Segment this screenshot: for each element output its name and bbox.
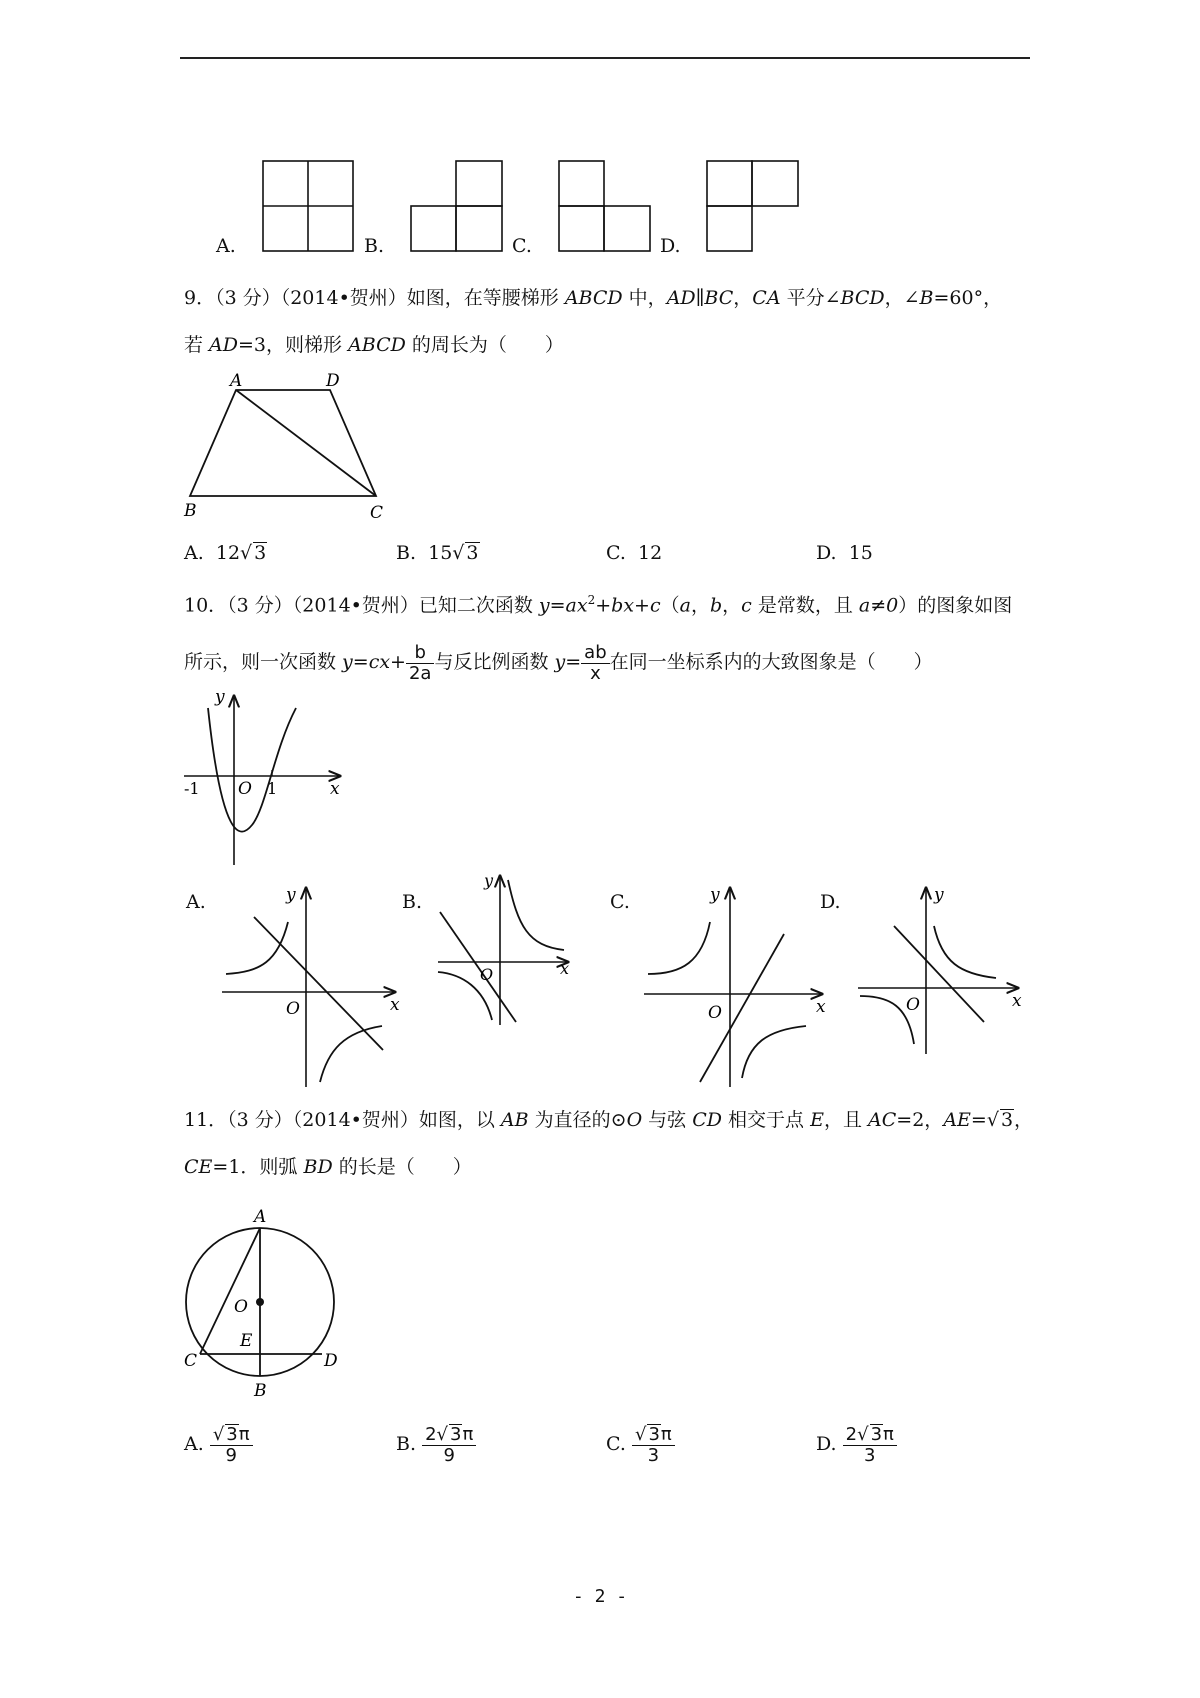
q9-option-d [816,541,873,565]
q10-var: b [709,594,723,617]
q10-option-c-origin: O [708,1003,722,1023]
q9-text: =60°， [933,287,1003,309]
fraction-pi: π [238,1424,250,1445]
q11-option-d-fraction [843,1424,897,1466]
q10-tick-1: 1 [267,779,278,798]
q8-option-c-label: C. [512,235,532,257]
q11-text: ，且 [823,1109,869,1131]
q9-option-b [396,541,480,565]
q10-text: ）的图象如图 [898,594,1013,617]
q9-option-a [184,541,267,565]
q9-option-b-coef: 15 [428,542,453,564]
fraction-denominator: 3 [647,1445,660,1466]
q11-text: =1．则弧 [212,1156,304,1178]
q10-option-c-axis-y: y [710,885,720,905]
q10-text: 在同一坐标系内的大致图象是（ ） [609,651,933,673]
q11-stem-line-2 [184,1155,472,1179]
q9-text: 若 [184,334,210,356]
q9-option-a-radicand: 3 [254,542,267,564]
q11-option-c [606,1418,675,1470]
q9-var: AD∥BC [666,287,734,309]
q10-axis-y: y [215,687,225,707]
q10-stem-line-2 [184,638,933,686]
q11-text: 11．（3 分）（2014•贺州）如图，以 [184,1109,501,1131]
radical-sign-icon: √ [634,1424,647,1445]
fraction-numerator: b [406,643,434,664]
q11-text: 的长是（ ） [332,1156,472,1178]
fraction-coefficient: 2 [425,1424,437,1445]
q10-text: 所示，则一次函数 [184,651,343,673]
q9-text: 的周长为（ ） [405,334,564,356]
fraction-denominator: 3 [864,1445,876,1466]
radical-sign-icon: √ [436,1424,448,1445]
q9-var: B [919,287,934,309]
q9-text: 平分∠ [780,287,841,309]
q10-option-b-graph [432,870,582,1030]
q8-option-c-figure [558,160,654,254]
q8-option-b-figure [410,160,506,254]
q9-option-d-value: 15 [848,542,873,564]
q9-option-a-coef: 12 [215,542,241,564]
q11-text: 相交于点 [722,1109,811,1131]
q10-text: 10．（3 分）（2014•贺州）已知二次函数 [184,594,539,617]
q8-option-d-figure [706,160,802,254]
q10-text: （ [660,594,680,617]
q9-option-d-label: D. [816,542,837,564]
q10-function: y=cx+ [342,651,406,673]
q9-text: 9．（3 分）（2014•贺州）如图，在等腰梯形 [184,287,565,309]
q10-text: 是常数，且 [751,594,859,617]
q8-option-a-label: A. [216,235,236,257]
fraction-radicand: 3 [226,1424,238,1445]
q10-option-c-label: C. [610,891,630,913]
q9-text: 中， [622,287,667,309]
q11-point-a: A [254,1207,267,1227]
q9-stem-line-2 [184,333,564,357]
q11-var: O [626,1109,643,1131]
q11-text: = [970,1109,987,1131]
q10-fraction-ab-over-x [581,643,609,684]
q11-text: 为直径的⊙ [528,1109,627,1131]
q11-option-a-label: A. [184,1433,204,1455]
q11-var: E [810,1109,824,1131]
q9-option-c-value: 12 [638,542,663,564]
q10-function: +bx+c [595,594,661,617]
q11-point-o: O [234,1297,248,1317]
q10-fraction-b-over-2a [406,643,434,684]
q9-vertex-a: A [230,371,243,391]
q11-text: ， [1014,1109,1034,1131]
q9-vertex-b: B [184,501,197,521]
q10-var: a [679,594,691,617]
q10-stem-line-1 [184,588,1012,617]
q9-option-c [606,541,662,565]
q10-option-b-axis-x: x [560,959,570,978]
fraction-coefficient: 2 [845,1424,858,1445]
q11-point-b: B [254,1381,267,1401]
q10-tick-neg1: -1 [184,779,200,798]
q9-var: CA [752,287,781,309]
q10-function: y= [554,651,582,673]
fraction-denominator: 2a [408,662,432,684]
q8-option-a-figure [262,160,356,254]
q11-point-d: D [324,1351,338,1371]
q10-var: a≠0 [858,594,899,617]
q9-var: AD [209,334,239,356]
q9-var: ABCD [564,287,623,309]
q10-option-a-origin: O [286,999,300,1019]
q11-var: AC [868,1109,897,1131]
q9-text: ，∠ [884,287,920,309]
q10-option-a-graph [220,882,400,1092]
q11-circle-figure [176,1200,356,1400]
q10-function: y=ax [538,594,588,617]
q10-option-d-graph [856,882,1026,1062]
q11-option-d-label: D. [816,1433,837,1455]
q9-trapezoid-figure [180,372,390,527]
q11-point-c: C [184,1351,198,1371]
q9-vertex-d: D [326,371,340,391]
q11-option-b-label: B. [396,1433,417,1455]
fraction-radicand: 3 [870,1424,883,1445]
radical-sign-icon: √ [857,1424,869,1445]
q11-option-b [396,1418,476,1470]
fraction-radicand: 3 [648,1424,660,1445]
q9-stem-line-1 [184,286,1002,310]
q9-option-b-label: B. [396,542,417,564]
q10-origin: O [238,779,252,799]
q11-var: AE [943,1109,971,1131]
q10-option-c-graph [640,882,830,1092]
fraction-pi: π [660,1424,672,1445]
q10-option-a-label: A. [186,891,206,913]
page-number: - 2 - [572,1586,628,1607]
q11-point-e: E [240,1331,253,1351]
q9-text: ， [733,287,753,309]
q10-option-b-axis-y: y [484,871,494,890]
fraction-denominator: 9 [443,1445,455,1466]
q10-option-c-axis-x: x [816,997,826,1017]
q11-option-c-fraction [632,1424,675,1466]
q9-text: =3，则梯形 [238,334,349,356]
q9-var: BCD [840,287,885,309]
q9-var: ABCD [348,334,406,356]
q9-option-a-label: A. [184,542,204,564]
q10-option-b-label: B. [402,891,423,913]
q11-var: CE [184,1156,213,1178]
radical-sign-icon: √ [452,542,465,564]
q10-text: ， [722,594,742,617]
q11-option-a-fraction [210,1424,253,1466]
q11-var: BD [303,1156,333,1178]
q11-text: =2， [896,1109,944,1131]
q9-vertex-c: C [370,503,384,523]
q11-radicand: 3 [1000,1109,1014,1131]
q11-var: CD [692,1109,723,1131]
q10-option-d-axis-x: x [1012,991,1022,1011]
q10-text: ， [690,594,710,617]
fraction-radicand: 3 [450,1424,462,1445]
q11-option-a [184,1418,253,1470]
fraction-pi: π [883,1424,894,1445]
q8-option-b-label: B. [364,235,385,257]
radical-sign-icon: √ [212,1424,225,1445]
fraction-denominator: 9 [225,1445,237,1466]
q9-option-b-radicand: 3 [466,542,479,564]
q8-option-d-label: D. [660,235,681,257]
q10-option-d-origin: O [906,995,920,1015]
q11-text: 与弦 [642,1109,693,1131]
q10-parabola-figure [180,687,350,870]
q10-option-a-axis-x: x [390,995,400,1015]
header-rule [180,57,1030,59]
q10-axis-x: x [330,779,340,799]
q9-option-c-label: C. [606,542,626,564]
q11-option-b-fraction [422,1424,476,1466]
q10-option-b-origin: O [480,965,494,984]
q11-var: AB [500,1109,529,1131]
q11-option-d [816,1418,897,1470]
fraction-denominator: x [590,662,601,684]
q11-option-c-label: C. [606,1433,626,1455]
q10-option-d-label: D. [820,891,841,913]
radical-sign-icon: √ [986,1109,999,1131]
q10-var: c [741,594,752,617]
q10-text: 与反比例函数 [434,651,555,673]
q10-option-a-axis-y: y [286,885,296,905]
fraction-pi: π [462,1424,474,1445]
radical-sign-icon: √ [240,542,253,564]
q10-exponent: 2 [587,593,596,607]
fraction-numerator: ab [581,643,609,664]
q11-stem-line-1 [184,1108,1033,1132]
q10-option-d-axis-y: y [934,885,944,905]
